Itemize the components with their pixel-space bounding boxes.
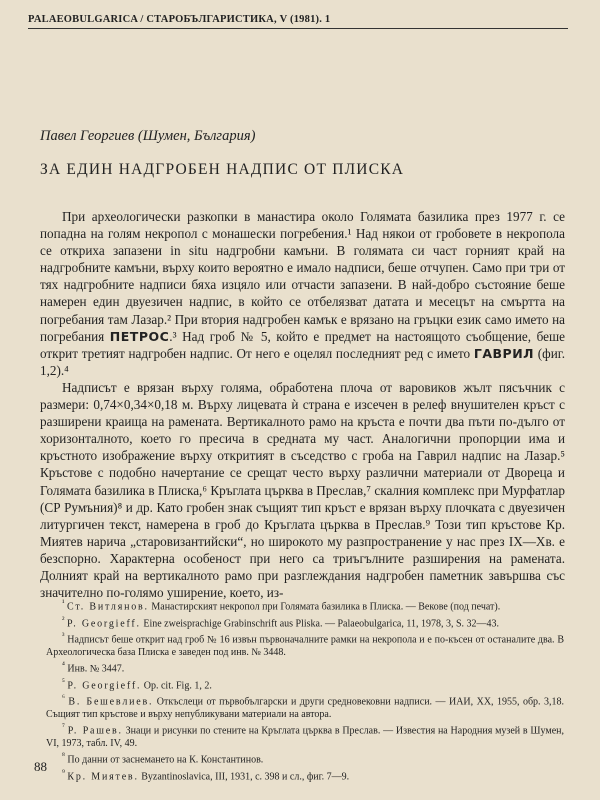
page-number: 88	[34, 759, 47, 774]
article-body	[40, 208, 565, 601]
body-paragraph-2: Надписът е врязан върху голяма, обработена плоча от варовиков жълт пясъчник с размери: 0,74×0,34×0,18 м. Върху лицевата ѝ страна е изсечен в релеф внушителен кръст с разширени краища на рамената. Вертикалното рамо на кръста е почти два пъти по-дълго от хоризонталното, което го пресича в средната му част. Аналогични пропорции има и кръстното изображение върху откритият в съседство с гроба на Гаврил надпис на Лазар.⁵ Кръстове с подобно начертание се срещат често върху различни материали от Двореца и Голямата базилика в Плиска,⁶ Кръглата църква в Преслав,⁷ скалния комплекс при Мурфатлар (СР Румъния)⁸ и др. Като гробен знак същият тип кръст е врязан върху плочката с двуезичен литургичен текст, намерена в гроб до Кръглата църква в Преслав.⁹ Този тип кръстове Кр. Миятев нарича „старовизантийски“, но широкото му разпространение у нас през IX—Хв. е безспорно. Характерна особеност при него са триъгълните разширения на рамената. Долният край на вертикалното рамо при разглеждания надгробен паметник завършва със значително по-голямо уширение, което, из-	[40, 379, 565, 601]
running-header: PALAEOBULGARICA / СТАРОБЪЛГАРИСТИКА, V (1981). 1	[28, 14, 568, 29]
body-paragraph-1	[40, 208, 565, 379]
inscription-gavril: ГАВРИЛ	[473, 345, 535, 361]
footnote: $^{^6}$ В. Бешевлиев. Откъслеци от първобългарски и други средновековни надписи. — ИАИ, XX, 1955, обр. 3,18. Същият тип кръстове и върху непубликувани материали на автора.	[46, 693, 565, 721]
paragraph-1-part-a: При археологически разкопки в манастира около Голямата базилика през 1977 г. се попадна на голям некропол с монашески погребения.¹ Над някои от гробовете в некропола се откриха запазени in situ надгробни камъни. В голямата си част горният край на надгробните камъни, върху които вероятно е имало надписи, беше отчупен. Само при три от тях надгробните надписи бяха изцяло или отчасти запазени. В най-добро състояние беше намерен един двуезичен надпис, в който се отбелязват датата и месецът на смъртта на погребания там Лазар.² При втория надгробен камък е врязано на гръцки език само името на погребания	[40, 209, 565, 344]
footnote: $^{^2}$ P. Georgieff. Eine zweisprachige Grabinschrift aus Pliska. — Palaeobulgarica, 11, 1978, 3, S. 32—43.	[62, 614, 500, 629]
footnote: $^{^9}$ Кр. Миятев. Byzantinoslavica, III, 1931, с. 398 и сл., фиг. 7—9.	[62, 767, 350, 783]
footnotes	[46, 597, 564, 784]
footnote: $^{^5}$ P. Georgieff. Op. cit. Fig. 1, 2.	[62, 676, 212, 692]
article-title: ЗА ЕДИН НАДГРОБЕН НАДПИС ОТ ПЛИСКА	[40, 161, 405, 178]
footnote: $^{^3}$ Надписът беше открит над гроб № 16 извън първоначалните рамки на некропола и е по-късен от останалите два. В Археологическа база Плиска е заведен под инв. № 3448.	[46, 631, 564, 658]
footnote: $^{^4}$ Инв. № 3447.	[62, 660, 125, 675]
footnote: $^{^7}$ Р. Рашев. Знаци и рисунки по стените на Кръглата църква в Преслав. — Известия на Народния музей в Шумен, VI, 1973, табл. IV, 49.	[46, 722, 565, 749]
article-author: Павел Георгиев (Шумен, България)	[40, 128, 256, 144]
paragraph-1-part-b: .³ Над гроб № 5, който е предмет на настоящото съобщение, беше открит третият надгробен надпис. От него е оцелял последният ред с името	[40, 328, 565, 361]
paragraph-1-part-c: (фиг. 1,2).⁴	[40, 345, 565, 378]
footnote: $^{^1}$ Ст. Витлянов. Манастирският некропол при Голямата базилика в Плиска. — Векове (под печат).	[62, 598, 501, 613]
inscription-petros: ПЕТРОС	[109, 328, 170, 344]
footnote: $^{^8}$ По данни от заснемането на К. Константинов.	[62, 751, 264, 766]
